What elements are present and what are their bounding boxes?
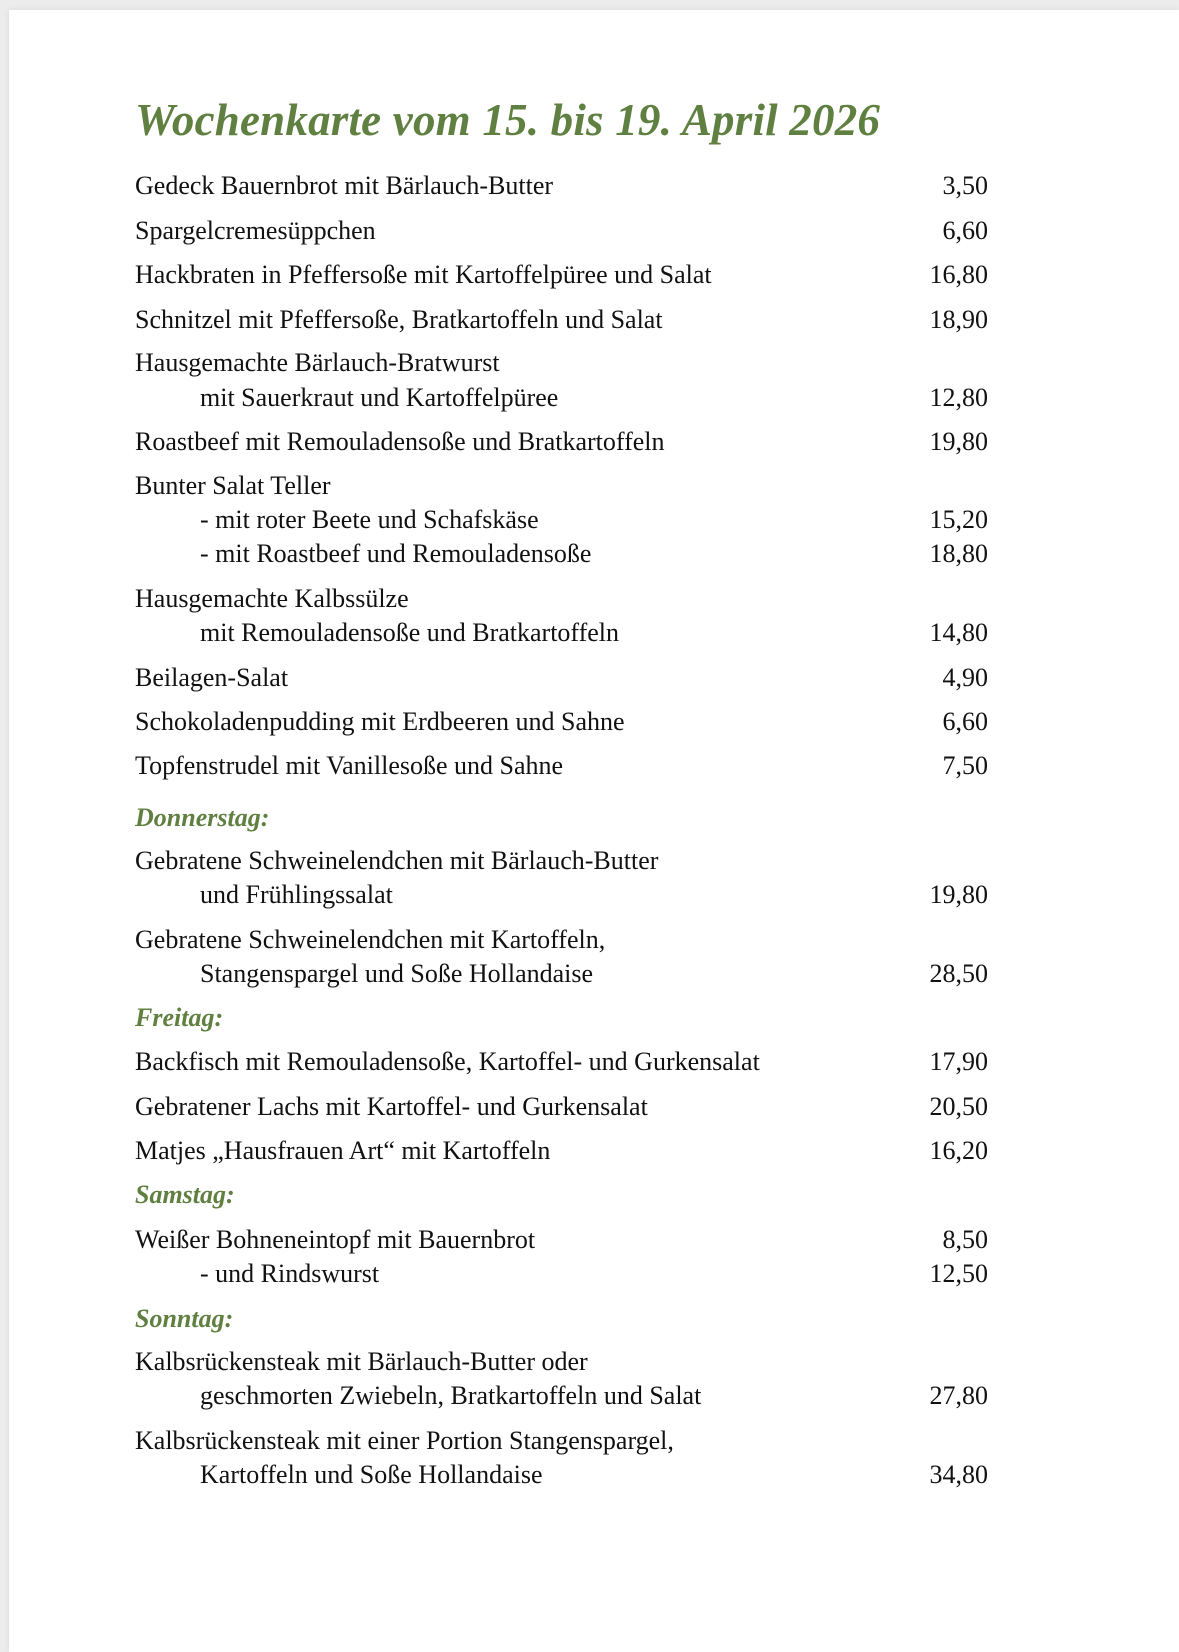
dish-price: 8,50 [942,1225,988,1254]
dish-price: 15,20 [929,505,988,534]
menu-item-line [135,924,988,956]
menu-item-line [135,958,988,990]
dish-text: Bunter Salat Teller [135,471,331,500]
menu-item-line [135,845,988,877]
menu-item-line [135,1380,988,1412]
dish-text: Beilagen-Salat [135,663,289,692]
dish-text: und Frühlingssalat [200,880,393,909]
menu-item-line [135,304,988,336]
dish-price: 17,90 [929,1047,988,1076]
menu-item-line [135,1135,988,1167]
menu-item-line [135,662,988,694]
dish-price: 6,60 [942,707,988,736]
dish-text: - mit roter Beete und Schafskäse [200,505,539,534]
dish-text: Hausgemachte Bärlauch-Bratwurst [135,348,500,377]
dish-text: - und Rindswurst [200,1259,380,1288]
menu-item-line [135,1046,988,1078]
dish-price: 4,90 [942,663,988,692]
dish-price: 12,80 [929,383,988,412]
menu-item-line [135,1091,988,1123]
menu-item-line [135,1258,988,1290]
dish-text: geschmorten Zwiebeln, Bratkartoffeln und Salat [200,1381,702,1410]
dish-text: Schnitzel mit Pfeffersoße, Bratkartoffeln und Salat [135,305,663,334]
menu-item-line [135,215,988,247]
menu-item-line [135,170,988,202]
menu-item-line [135,1224,988,1256]
menu-item-line [135,347,988,379]
dish-text: Gedeck Bauernbrot mit Bärlauch-Butter [135,171,554,200]
dish-price: 18,90 [929,305,988,334]
dish-text: Kalbsrückensteak mit einer Portion Stangenspargel, [135,1426,674,1455]
dish-price: 34,80 [929,1460,988,1489]
dish-price: 28,50 [929,959,988,988]
menu-item-line [135,750,988,782]
dish-price: 14,80 [929,618,988,647]
dish-text: Spargelcremesüppchen [135,216,376,245]
menu-item-line [135,706,988,738]
menu-item-line [135,879,988,911]
menu-item-line [135,470,988,502]
menu-item-line [135,382,988,414]
dish-price: 7,50 [942,751,988,780]
dish-price: 3,50 [942,171,988,200]
dish-text: Kartoffeln und Soße Hollandaise [200,1460,543,1489]
menu-item-line [135,259,988,291]
menu-item-line [135,504,988,536]
dish-text: Gebratener Lachs mit Kartoffel- und Gurkensalat [135,1092,648,1121]
menu-item-line [135,1346,988,1378]
dish-text: - mit Roastbeef und Remouladensoße [200,539,592,568]
dish-text: mit Remouladensoße und Bratkartoffeln [200,618,620,647]
dish-price: 27,80 [929,1381,988,1410]
section-heading: Freitag: [135,1003,224,1032]
dish-text: Hackbraten in Pfeffersoße mit Kartoffelpüree und Salat [135,260,712,289]
dish-text: Kalbsrückensteak mit Bärlauch-Butter oder [135,1347,588,1376]
menu-item-line [135,1425,988,1457]
menu-page [9,10,1179,1652]
section-heading: Samstag: [135,1180,235,1209]
menu-item-line [135,538,988,570]
section-heading: Donnerstag: [135,803,270,832]
dish-text: Backfisch mit Remouladensoße, Kartoffel- und Gurkensalat [135,1047,760,1076]
dish-price: 16,20 [929,1136,988,1165]
dish-price: 20,50 [929,1092,988,1121]
dish-text: Gebratene Schweinelendchen mit Kartoffeln, [135,925,606,954]
menu-item-line [135,583,988,615]
dish-text: Schokoladenpudding mit Erdbeeren und Sahne [135,707,625,736]
dish-text: Roastbeef mit Remouladensoße und Bratkartoffeln [135,427,665,456]
dish-price: 6,60 [942,216,988,245]
dish-text: Topfenstrudel mit Vanillesoße und Sahne [135,751,564,780]
dish-text: Matjes „Hausfrauen Art“ mit Kartoffeln [135,1136,551,1165]
page-title: Wochenkarte vom 15. bis 19. April 2026 [135,95,881,145]
dish-text: Weißer Bohneneintopf mit Bauernbrot [135,1225,536,1254]
dish-price: 19,80 [929,427,988,456]
dish-price: 12,50 [929,1259,988,1288]
dish-price: 18,80 [929,539,988,568]
menu-item-line [135,1459,988,1491]
dish-text: Hausgemachte Kalbssülze [135,584,409,613]
dish-text: Gebratene Schweinelendchen mit Bärlauch-Butter [135,846,659,875]
menu-item-line [135,617,988,649]
dish-price: 19,80 [929,880,988,909]
section-heading: Sonntag: [135,1304,234,1333]
menu-item-line [135,426,988,458]
dish-text: mit Sauerkraut und Kartoffelpüree [200,383,559,412]
dish-price: 16,80 [929,260,988,289]
dish-text: Stangenspargel und Soße Hollandaise [200,959,594,988]
